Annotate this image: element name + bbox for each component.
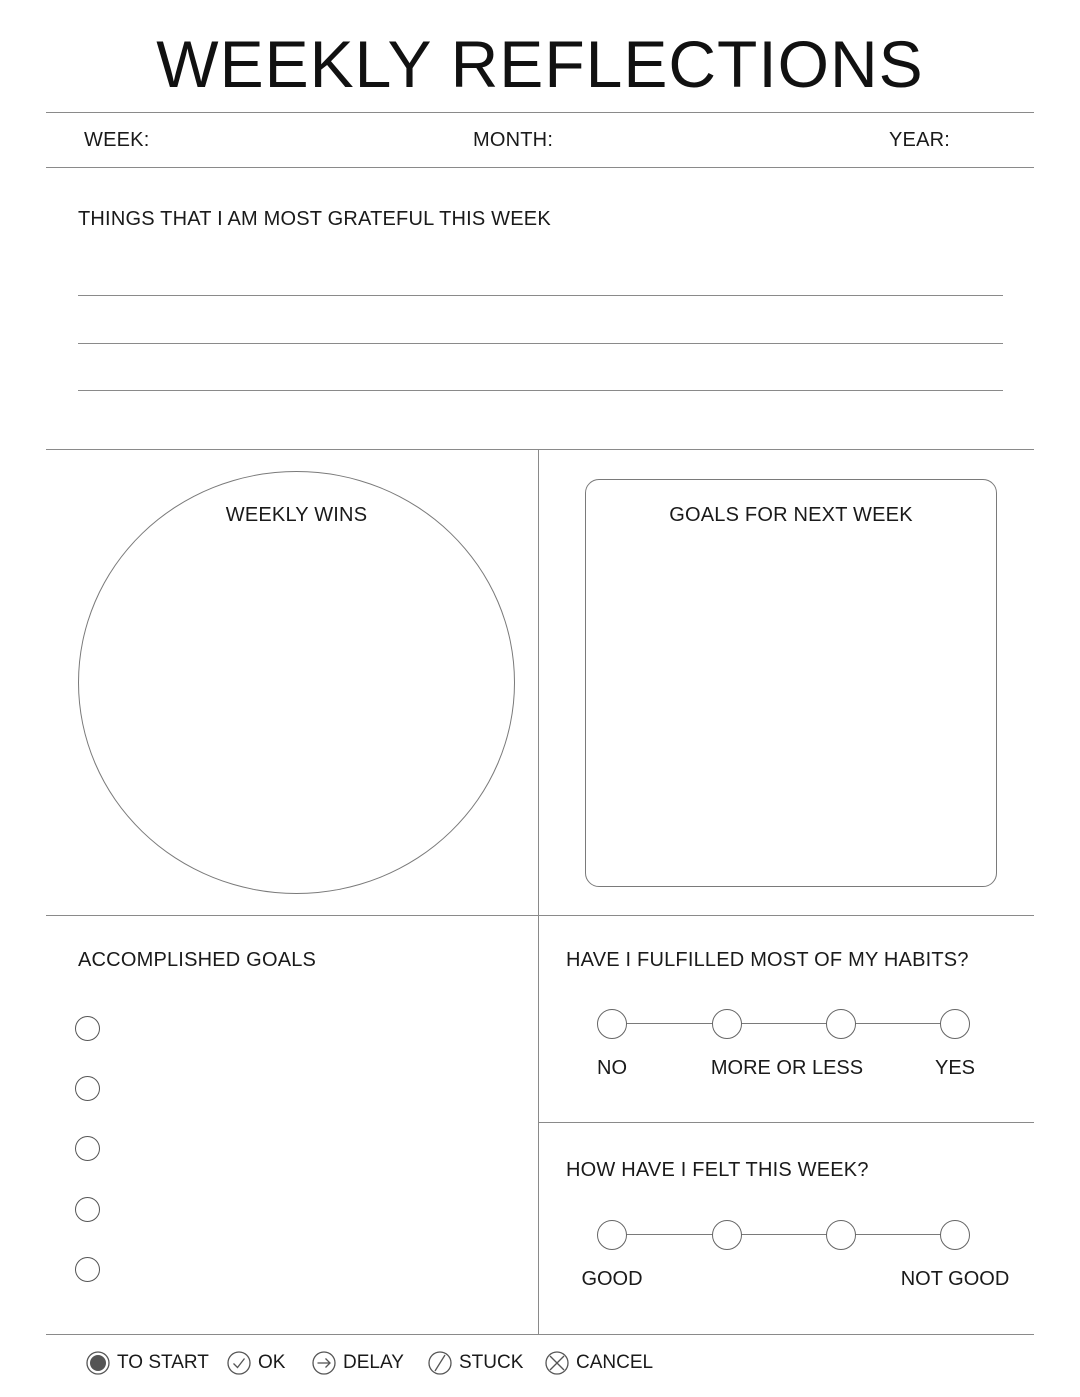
- accomplished-goal-checkbox-3[interactable]: [75, 1136, 100, 1161]
- divider-bottom: [46, 1334, 1034, 1335]
- gratitude-writing-line-3[interactable]: [78, 390, 1003, 391]
- habits-label-more-or-less: MORE OR LESS: [710, 1057, 864, 1079]
- legend-item-ok: [227, 1350, 285, 1376]
- divider-middle: [46, 915, 1034, 916]
- gratitude-writing-line-2[interactable]: [78, 343, 1003, 344]
- feelings-scale-option-1[interactable]: [597, 1220, 627, 1250]
- legend-item-delay: [312, 1350, 404, 1376]
- habits-label-yes: YES: [934, 1057, 976, 1079]
- check-circle-icon: [227, 1351, 251, 1375]
- page-title: WEEKLY REFLECTIONS: [156, 27, 924, 101]
- feelings-scale-option-3[interactable]: [826, 1220, 856, 1250]
- accomplished-goal-checkbox-5[interactable]: [75, 1257, 100, 1282]
- goals-next-week-box[interactable]: [585, 479, 997, 887]
- legend-item-cancel: [545, 1350, 653, 1376]
- accomplished-goal-checkbox-2[interactable]: [75, 1076, 100, 1101]
- x-circle-icon: [545, 1351, 569, 1375]
- divider-top: [46, 112, 1034, 113]
- legend-label: CANCEL: [576, 1352, 654, 1373]
- divider-header-bottom: [46, 167, 1034, 168]
- divider-gratitude-bottom: [46, 449, 1034, 450]
- accomplished-goals-label: ACCOMPLISHED GOALS: [78, 949, 317, 971]
- legend-label: DELAY: [343, 1352, 404, 1373]
- feelings-question: HOW HAVE I FELT THIS WEEK?: [566, 1159, 869, 1181]
- habits-scale-option-1[interactable]: [597, 1009, 627, 1039]
- habits-question: HAVE I FULFILLED MOST OF MY HABITS?: [566, 949, 969, 971]
- legend-label: TO START: [117, 1352, 209, 1373]
- gratitude-writing-line-1[interactable]: [78, 295, 1003, 296]
- feelings-scale-option-4[interactable]: [940, 1220, 970, 1250]
- divider-vertical: [538, 449, 539, 1334]
- weekly-wins-circle[interactable]: [78, 471, 515, 894]
- feelings-scale-option-2[interactable]: [712, 1220, 742, 1250]
- legend-label: OK: [258, 1352, 286, 1373]
- goals-next-week-label: GOALS FOR NEXT WEEK: [669, 504, 913, 526]
- habits-label-no: NO: [597, 1057, 627, 1079]
- feelings-label-not-good: NOT GOOD: [900, 1268, 1010, 1290]
- filled-circle-icon: [86, 1351, 110, 1375]
- habits-scale-option-4[interactable]: [940, 1009, 970, 1039]
- gratitude-label: THINGS THAT I AM MOST GRATEFUL THIS WEEK: [78, 208, 551, 230]
- feelings-scale-track: [612, 1234, 956, 1235]
- feelings-label-good: GOOD: [581, 1268, 643, 1290]
- divider-right-middle: [538, 1122, 1034, 1123]
- year-label: YEAR:: [889, 129, 951, 151]
- week-label: WEEK:: [84, 129, 150, 151]
- habits-scale-option-3[interactable]: [826, 1009, 856, 1039]
- accomplished-goal-checkbox-1[interactable]: [75, 1016, 100, 1041]
- slash-circle-icon: [428, 1351, 452, 1375]
- legend-item-stuck: [428, 1350, 523, 1376]
- habits-scale-option-2[interactable]: [712, 1009, 742, 1039]
- arrow-circle-icon: [312, 1351, 336, 1375]
- month-label: MONTH:: [473, 129, 554, 151]
- weekly-wins-label: WEEKLY WINS: [225, 504, 368, 526]
- legend-item-to-start: [86, 1350, 209, 1376]
- habits-scale-track: [612, 1023, 956, 1024]
- accomplished-goal-checkbox-4[interactable]: [75, 1197, 100, 1222]
- legend-label: STUCK: [459, 1352, 524, 1373]
